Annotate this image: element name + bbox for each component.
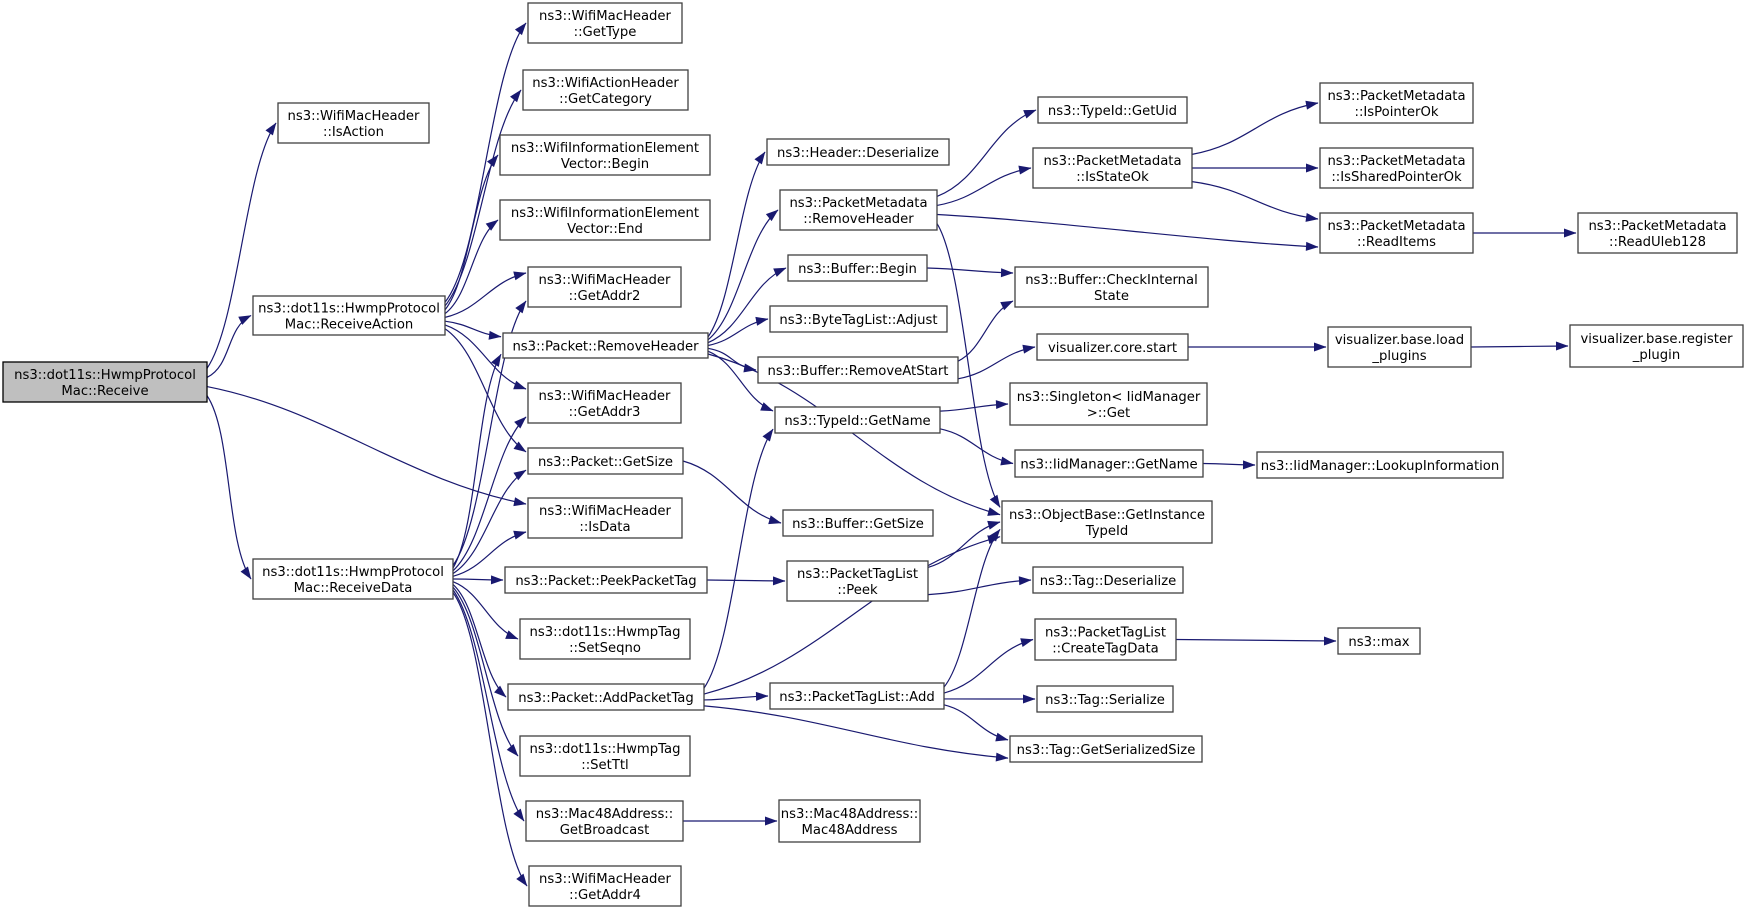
node-label: ns3::Buffer::RemoveAtStart [767, 363, 949, 379]
node-label: visualizer.core.start [1047, 340, 1178, 356]
node-label: Mac48Address [801, 822, 898, 838]
node-label: ::GetCategory [559, 91, 652, 107]
node-label: ns3::PacketMetadata [1327, 218, 1466, 234]
node-getaddr4[interactable] [529, 866, 681, 906]
node-headerdeser[interactable] [767, 139, 949, 165]
node-pmremoveheader[interactable] [780, 190, 937, 230]
node-getcategory[interactable] [523, 70, 688, 110]
edge-receiveaction-vecbegin [445, 155, 498, 310]
node-vecbegin[interactable] [500, 135, 710, 175]
node-label: ns3::Buffer::GetSize [792, 516, 924, 532]
node-label: visualizer.base.register [1580, 331, 1733, 347]
node-tagserializedsize[interactable] [1010, 736, 1202, 762]
node-mac48ctor[interactable] [779, 800, 920, 842]
node-label: ns3::ByteTagList::Adjust [779, 312, 938, 328]
node-checkinternal[interactable] [1015, 267, 1208, 307]
node-label: ns3::WifiMacHeader [538, 272, 671, 288]
node-setttl[interactable] [520, 736, 690, 776]
node-label: ns3::ObjectBase::GetInstance [1008, 507, 1206, 523]
node-readitems[interactable] [1320, 213, 1473, 253]
node-label: Vector::Begin [560, 156, 650, 172]
node-label: ns3::PacketMetadata [789, 195, 928, 211]
node-removeheader[interactable] [503, 333, 708, 358]
edge-ptlpeek-tagdeser [928, 580, 1031, 595]
node-label: ::GetAddr4 [569, 887, 641, 903]
node-typeidgetname[interactable] [775, 407, 940, 433]
node-label: ns3::dot11s::HwmpTag [529, 741, 681, 757]
node-adjust[interactable] [770, 306, 947, 332]
node-label: ::IsPointerOk [1354, 104, 1439, 120]
node-ptladd[interactable] [770, 683, 944, 709]
node-label: ::CreateTagData [1052, 641, 1159, 657]
node-label: ns3::dot11s::HwmpProtocol [258, 301, 440, 317]
edge-receivedata-getaddr3 [453, 417, 526, 571]
edge-addpackettag-getinstance [704, 537, 1000, 694]
node-label: ns3::Tag::Deserialize [1039, 573, 1177, 589]
node-label: ::IsStateOk [1076, 169, 1149, 185]
node-label: Mac::ReceiveData [293, 580, 413, 596]
node-label: ns3::PacketMetadata [1327, 153, 1466, 169]
node-label: ::GetType [573, 24, 637, 40]
node-label: TypeId [1085, 523, 1129, 539]
node-isdata[interactable] [528, 498, 682, 538]
edge-removeheader-pmremoveheader [708, 210, 778, 340]
node-label: ns3::TypeId::GetUid [1047, 103, 1178, 119]
node-label: ns3::Packet::GetSize [537, 454, 674, 470]
node-setseqno[interactable] [520, 619, 690, 659]
node-label: ns3::Singleton< IidManager [1016, 389, 1201, 405]
node-label: ns3::Packet::AddPacketTag [518, 690, 694, 706]
node-label: ::RemoveHeader [803, 211, 914, 227]
edge-addpackettag-typeidgetname [704, 429, 773, 688]
node-getaddr3[interactable] [528, 383, 681, 423]
edge-pmremoveheader-typeidgetuid [937, 110, 1036, 196]
node-readuleb[interactable] [1578, 213, 1737, 253]
node-label: ::IsSharedPointerOk [1331, 169, 1462, 185]
node-lookupinfo[interactable] [1257, 452, 1503, 478]
node-label: ns3::WifiActionHeader [532, 75, 679, 91]
node-label: ns3::TypeId::GetName [784, 413, 931, 429]
node-label: GetBroadcast [559, 822, 650, 838]
node-label: ns3::dot11s::HwmpProtocol [14, 367, 196, 383]
node-label: ns3::Buffer::Begin [798, 261, 917, 277]
node-label: ns3::Header::Deserialize [777, 145, 939, 161]
node-label: ns3::WifiMacHeader [539, 503, 671, 519]
node-label: ns3::dot11s::HwmpProtocol [262, 564, 444, 580]
node-loadplugins[interactable] [1328, 327, 1471, 367]
node-corestart[interactable] [1037, 334, 1188, 360]
node-label: ns3::PacketTagList [1044, 625, 1167, 641]
node-label: ns3::WifiInformationElement [510, 140, 700, 156]
edge-addpackettag-tagserializedsize [704, 706, 1008, 758]
node-label: ::GetAddr2 [568, 288, 641, 304]
edge-ptladd-tagserializedsize [944, 705, 1008, 740]
node-layer [3, 3, 1743, 906]
node-label: ns3::WifiMacHeader [539, 871, 671, 887]
edge-pmremoveheader-isstateok [937, 168, 1031, 205]
node-getaddr2[interactable] [528, 267, 681, 307]
edge-loadplugins-registerplugin [1471, 346, 1568, 347]
node-isaction[interactable] [278, 103, 429, 143]
node-receive[interactable] [3, 362, 207, 402]
edge-getsize-buffergetsize [683, 461, 781, 523]
node-label: visualizer.base.load [1334, 332, 1465, 348]
node-label: _plugins [1372, 348, 1427, 364]
node-getbroadcast[interactable] [526, 801, 683, 841]
edge-removeheader-removeatstart [708, 348, 756, 370]
node-tagserialize[interactable] [1037, 686, 1173, 712]
node-label: ns3::PacketTagList::Add [779, 689, 935, 705]
node-getinstance[interactable] [1002, 501, 1212, 543]
node-label: ns3::WifiMacHeader [287, 108, 420, 124]
node-getsize[interactable] [528, 448, 683, 474]
edge-iidgetname-lookupinfo [1203, 464, 1255, 466]
edge-typeidgetname-iidgetname [940, 429, 1013, 464]
node-ispointerok[interactable] [1320, 83, 1473, 123]
node-label: ::ReadItems [1357, 234, 1436, 250]
node-label: ns3::WifiInformationElement [510, 205, 700, 221]
node-label: ::SetTtl [581, 757, 629, 773]
node-label: ns3::WifiMacHeader [538, 388, 671, 404]
node-receivedata[interactable] [253, 559, 453, 599]
node-label: _plugin [1632, 347, 1681, 363]
node-label: ns3::Packet::RemoveHeader [512, 339, 699, 355]
node-buffergetsize[interactable] [783, 510, 933, 536]
node-label: ns3::dot11s::HwmpTag [529, 624, 681, 640]
node-label: Mac::ReceiveAction [284, 317, 414, 333]
node-label: ::IsAction [323, 124, 384, 140]
node-vecend[interactable] [500, 200, 710, 240]
node-label: ns3::Mac48Address:: [535, 806, 674, 822]
node-gettype[interactable] [528, 3, 682, 43]
node-typeidgetuid[interactable] [1038, 97, 1187, 123]
edge-peekpackettag-ptlpeek [707, 580, 785, 581]
node-issharedptrok[interactable] [1320, 148, 1473, 188]
edge-receive-receiveaction [207, 316, 251, 378]
edge-receivedata-peekpackettag [453, 579, 503, 580]
edge-bufferbegin-checkinternal [927, 268, 1013, 273]
edge-receive-isdata [207, 387, 526, 504]
node-label: ns3::Mac48Address:: [780, 806, 919, 822]
node-ns3max[interactable] [1338, 628, 1420, 654]
node-label: ns3::Buffer::CheckInternal [1025, 272, 1198, 288]
node-label: ns3::PacketTagList [796, 566, 919, 582]
node-label: Mac::Receive [61, 383, 149, 399]
node-label: ns3::PacketMetadata [1043, 153, 1182, 169]
edge-receivedata-removeheader [453, 354, 501, 568]
edge-createtagdata-ns3max [1176, 640, 1336, 642]
node-receiveaction[interactable] [253, 296, 445, 335]
edge-receiveaction-getcategory [445, 90, 521, 306]
node-iidgetname[interactable] [1015, 450, 1203, 477]
edge-receivedata-getaddr4 [453, 593, 527, 886]
node-registerplugin[interactable] [1570, 325, 1743, 367]
edge-isstateok-readitems [1192, 182, 1318, 219]
node-tagdeser[interactable] [1033, 567, 1183, 593]
node-label: ns3::Tag::GetSerializedSize [1016, 742, 1196, 758]
node-label: Vector::End [567, 221, 643, 237]
node-bufferbegin[interactable] [788, 255, 927, 281]
node-label: ::ReadUleb128 [1609, 234, 1706, 250]
node-removeatstart[interactable] [758, 357, 958, 383]
node-label: ns3::Packet::PeekPacketTag [515, 573, 697, 589]
node-label: ns3::Tag::Serialize [1045, 692, 1165, 708]
node-addpackettag[interactable] [508, 684, 704, 710]
node-label: ns3::IidManager::LookupInformation [1260, 458, 1500, 474]
node-isstateok[interactable] [1033, 148, 1192, 188]
node-label: ns3::WifiMacHeader [539, 8, 671, 24]
edge-receive-receivedata [207, 396, 251, 579]
edge-addpackettag-ptladd [704, 696, 768, 700]
node-label: ns3::IidManager::GetName [1020, 457, 1198, 473]
node-singletonget[interactable] [1010, 383, 1207, 425]
edge-removeheader-headerdeser [708, 152, 765, 337]
edge-pmremoveheader-readitems [937, 215, 1318, 247]
node-label: >::Get [1086, 405, 1131, 421]
node-label: ns3::PacketMetadata [1327, 88, 1466, 104]
node-label: State [1094, 288, 1129, 304]
edge-removeheader-adjust [708, 319, 768, 346]
node-label: ::Peek [837, 582, 878, 598]
node-peekpackettag[interactable] [505, 567, 707, 593]
node-label: ::SetSeqno [569, 640, 641, 656]
edge-ptladd-createtagdata [944, 640, 1033, 694]
node-label: ::GetAddr3 [568, 404, 641, 420]
node-label: ::IsData [579, 519, 631, 535]
edge-isstateok-ispointerok [1192, 103, 1318, 154]
node-label: ns3::max [1348, 634, 1410, 650]
node-ptlpeek[interactable] [787, 561, 928, 601]
node-createtagdata[interactable] [1035, 619, 1176, 660]
node-label: ns3::PacketMetadata [1588, 218, 1727, 234]
